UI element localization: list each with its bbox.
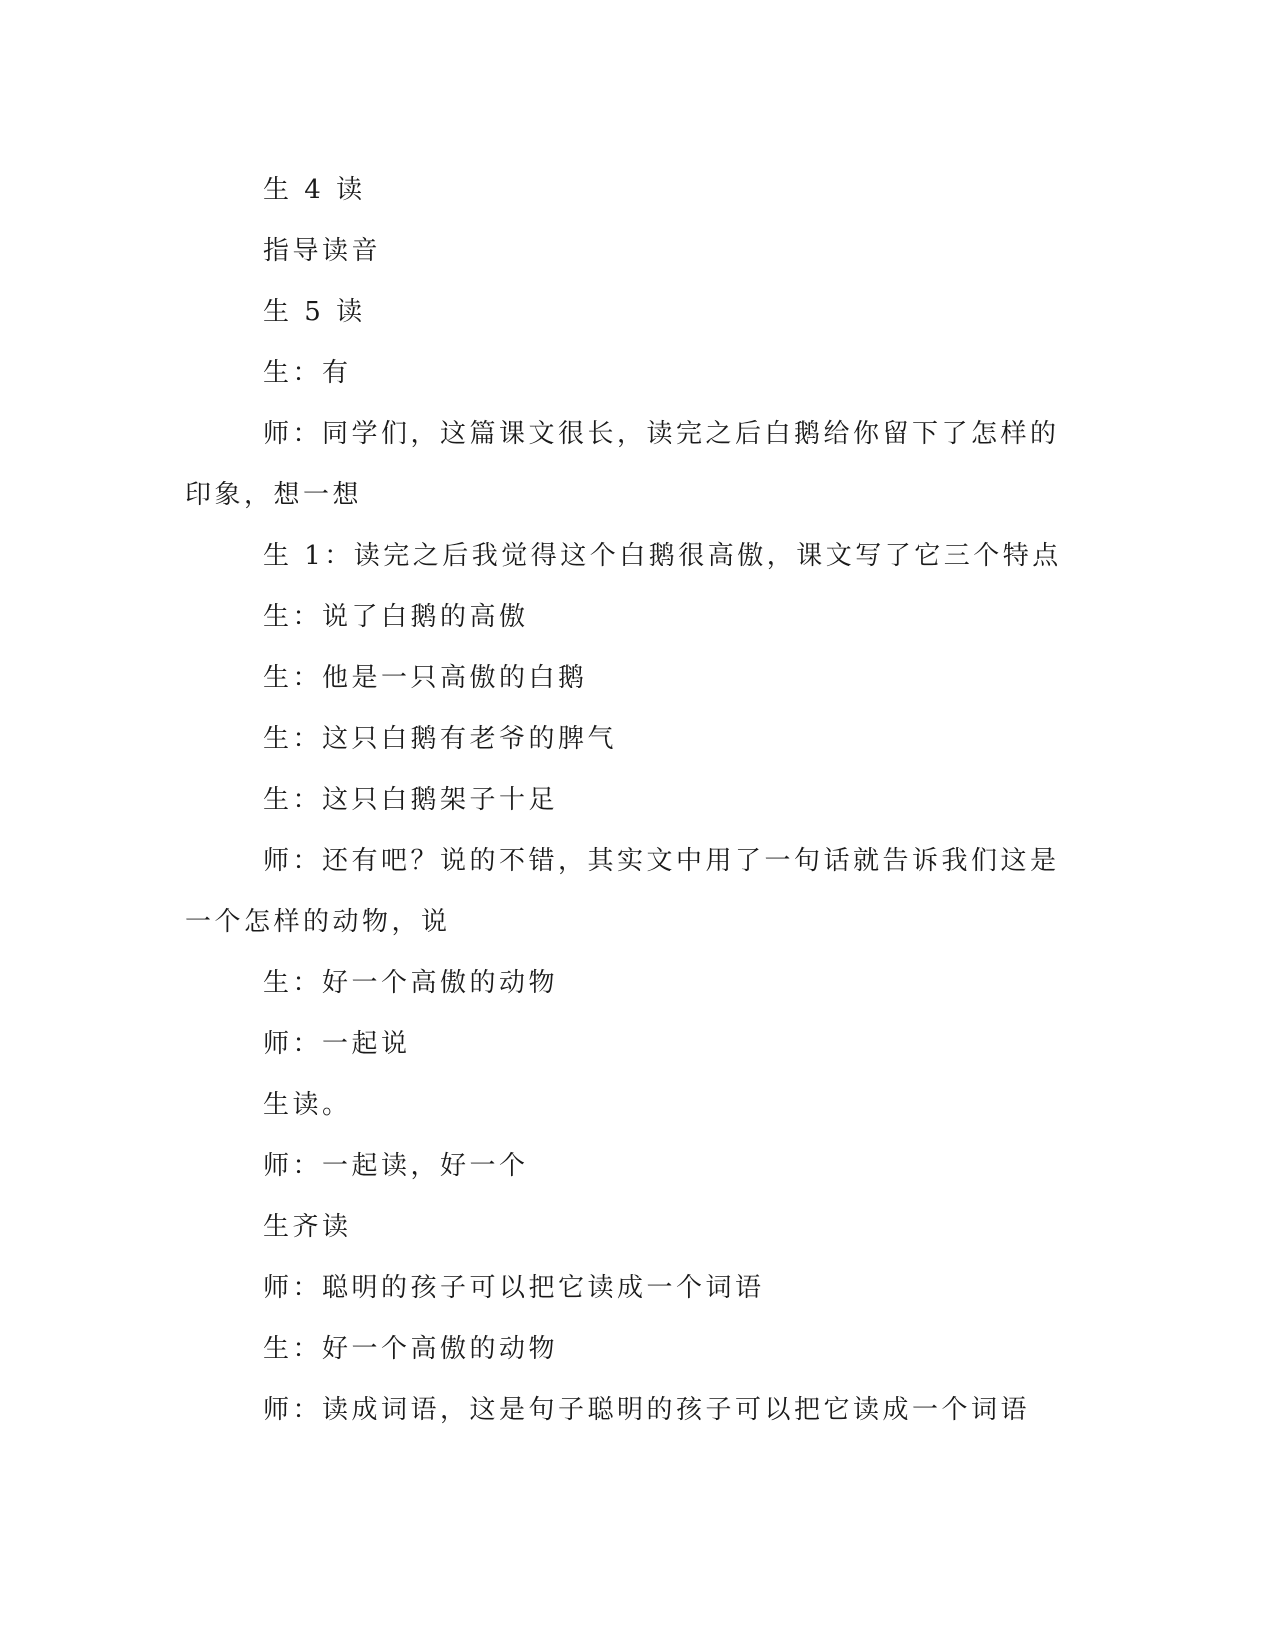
paragraph: 生读。 [263, 1090, 352, 1120]
paragraph: 师：一起读，好一个 [263, 1151, 529, 1181]
paragraph: 生 4 读 [263, 175, 366, 205]
paragraph: 生 1：读完之后我觉得这个白鹅很高傲，课文写了它三个特点 [263, 541, 1062, 571]
paragraph: 生：这只白鹅架子十足 [263, 785, 559, 815]
paragraph: 师：一起说 [263, 1029, 411, 1059]
paragraph: 生：好一个高傲的动物 [263, 968, 559, 998]
paragraph: 生齐读 [263, 1212, 352, 1242]
paragraph: 指导读音 [263, 236, 382, 266]
paragraph: 师：同学们，这篇课文很长，读完之后白鹅给你留下了怎样的印象，想一想 [185, 419, 1060, 510]
paragraph: 生 5 读 [263, 297, 366, 327]
paragraph: 生：这只白鹅有老爷的脾气 [263, 724, 618, 754]
document-body [185, 160, 1065, 1441]
paragraph: 师：读成词语，这是句子聪明的孩子可以把它读成一个词语 [263, 1395, 1031, 1425]
paragraph: 生：有 [263, 358, 352, 388]
paragraph: 师：还有吧？说的不错，其实文中用了一句话就告诉我们这是一个怎样的动物，说 [185, 846, 1060, 937]
paragraph: 师：聪明的孩子可以把它读成一个词语 [263, 1273, 765, 1303]
paragraph: 生：好一个高傲的动物 [263, 1334, 559, 1364]
paragraph: 生：说了白鹅的高傲 [263, 602, 529, 632]
paragraph: 生：他是一只高傲的白鹅 [263, 663, 588, 693]
